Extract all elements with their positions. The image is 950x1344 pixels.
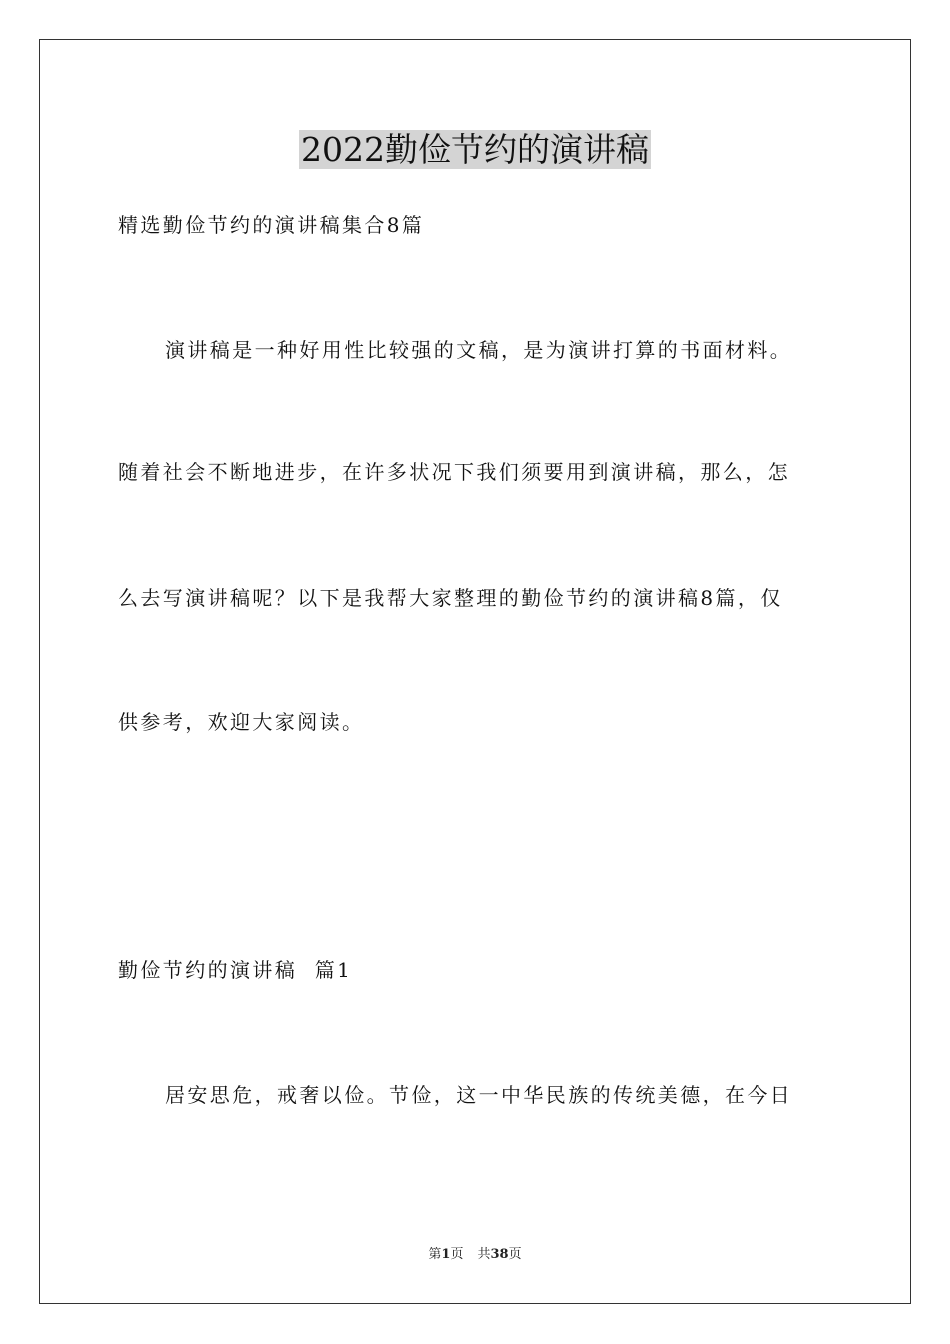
intro-line-1: 演讲稿是一种好用性比较强的文稿，是为演讲打算的书面材料。 — [165, 338, 793, 362]
footer-total-pages: 38 — [490, 1247, 509, 1262]
footer-page-prefix: 第 — [428, 1247, 442, 1262]
document-title — [0, 128, 950, 172]
page-footer — [0, 1246, 950, 1264]
intro-line-4: 供参考，欢迎大家阅读。 — [118, 710, 365, 734]
footer-total-prefix: 共 — [477, 1247, 491, 1262]
intro-line-2: 随着社会不断地进步，在许多状况下我们须要用到演讲稿，那么，怎 — [118, 460, 790, 484]
footer-page-suffix: 页 — [450, 1247, 464, 1262]
document-subtitle: 精选勤俭节约的演讲稿集合8篇 — [118, 213, 425, 237]
section-heading: 勤俭节约的演讲稿 篇1 — [118, 958, 353, 982]
footer-page-number: 1 — [441, 1247, 451, 1262]
footer-total-suffix: 页 — [508, 1247, 522, 1262]
section-line-1: 居安思危，戒奢以俭。节俭，这一中华民族的传统美德，在今日 — [165, 1083, 793, 1107]
document-title-text: 2022勤俭节约的演讲稿 — [301, 130, 649, 169]
intro-line-3: 么去写演讲稿呢？以下是我帮大家整理的勤俭节约的演讲稿8篇，仅 — [118, 586, 783, 610]
